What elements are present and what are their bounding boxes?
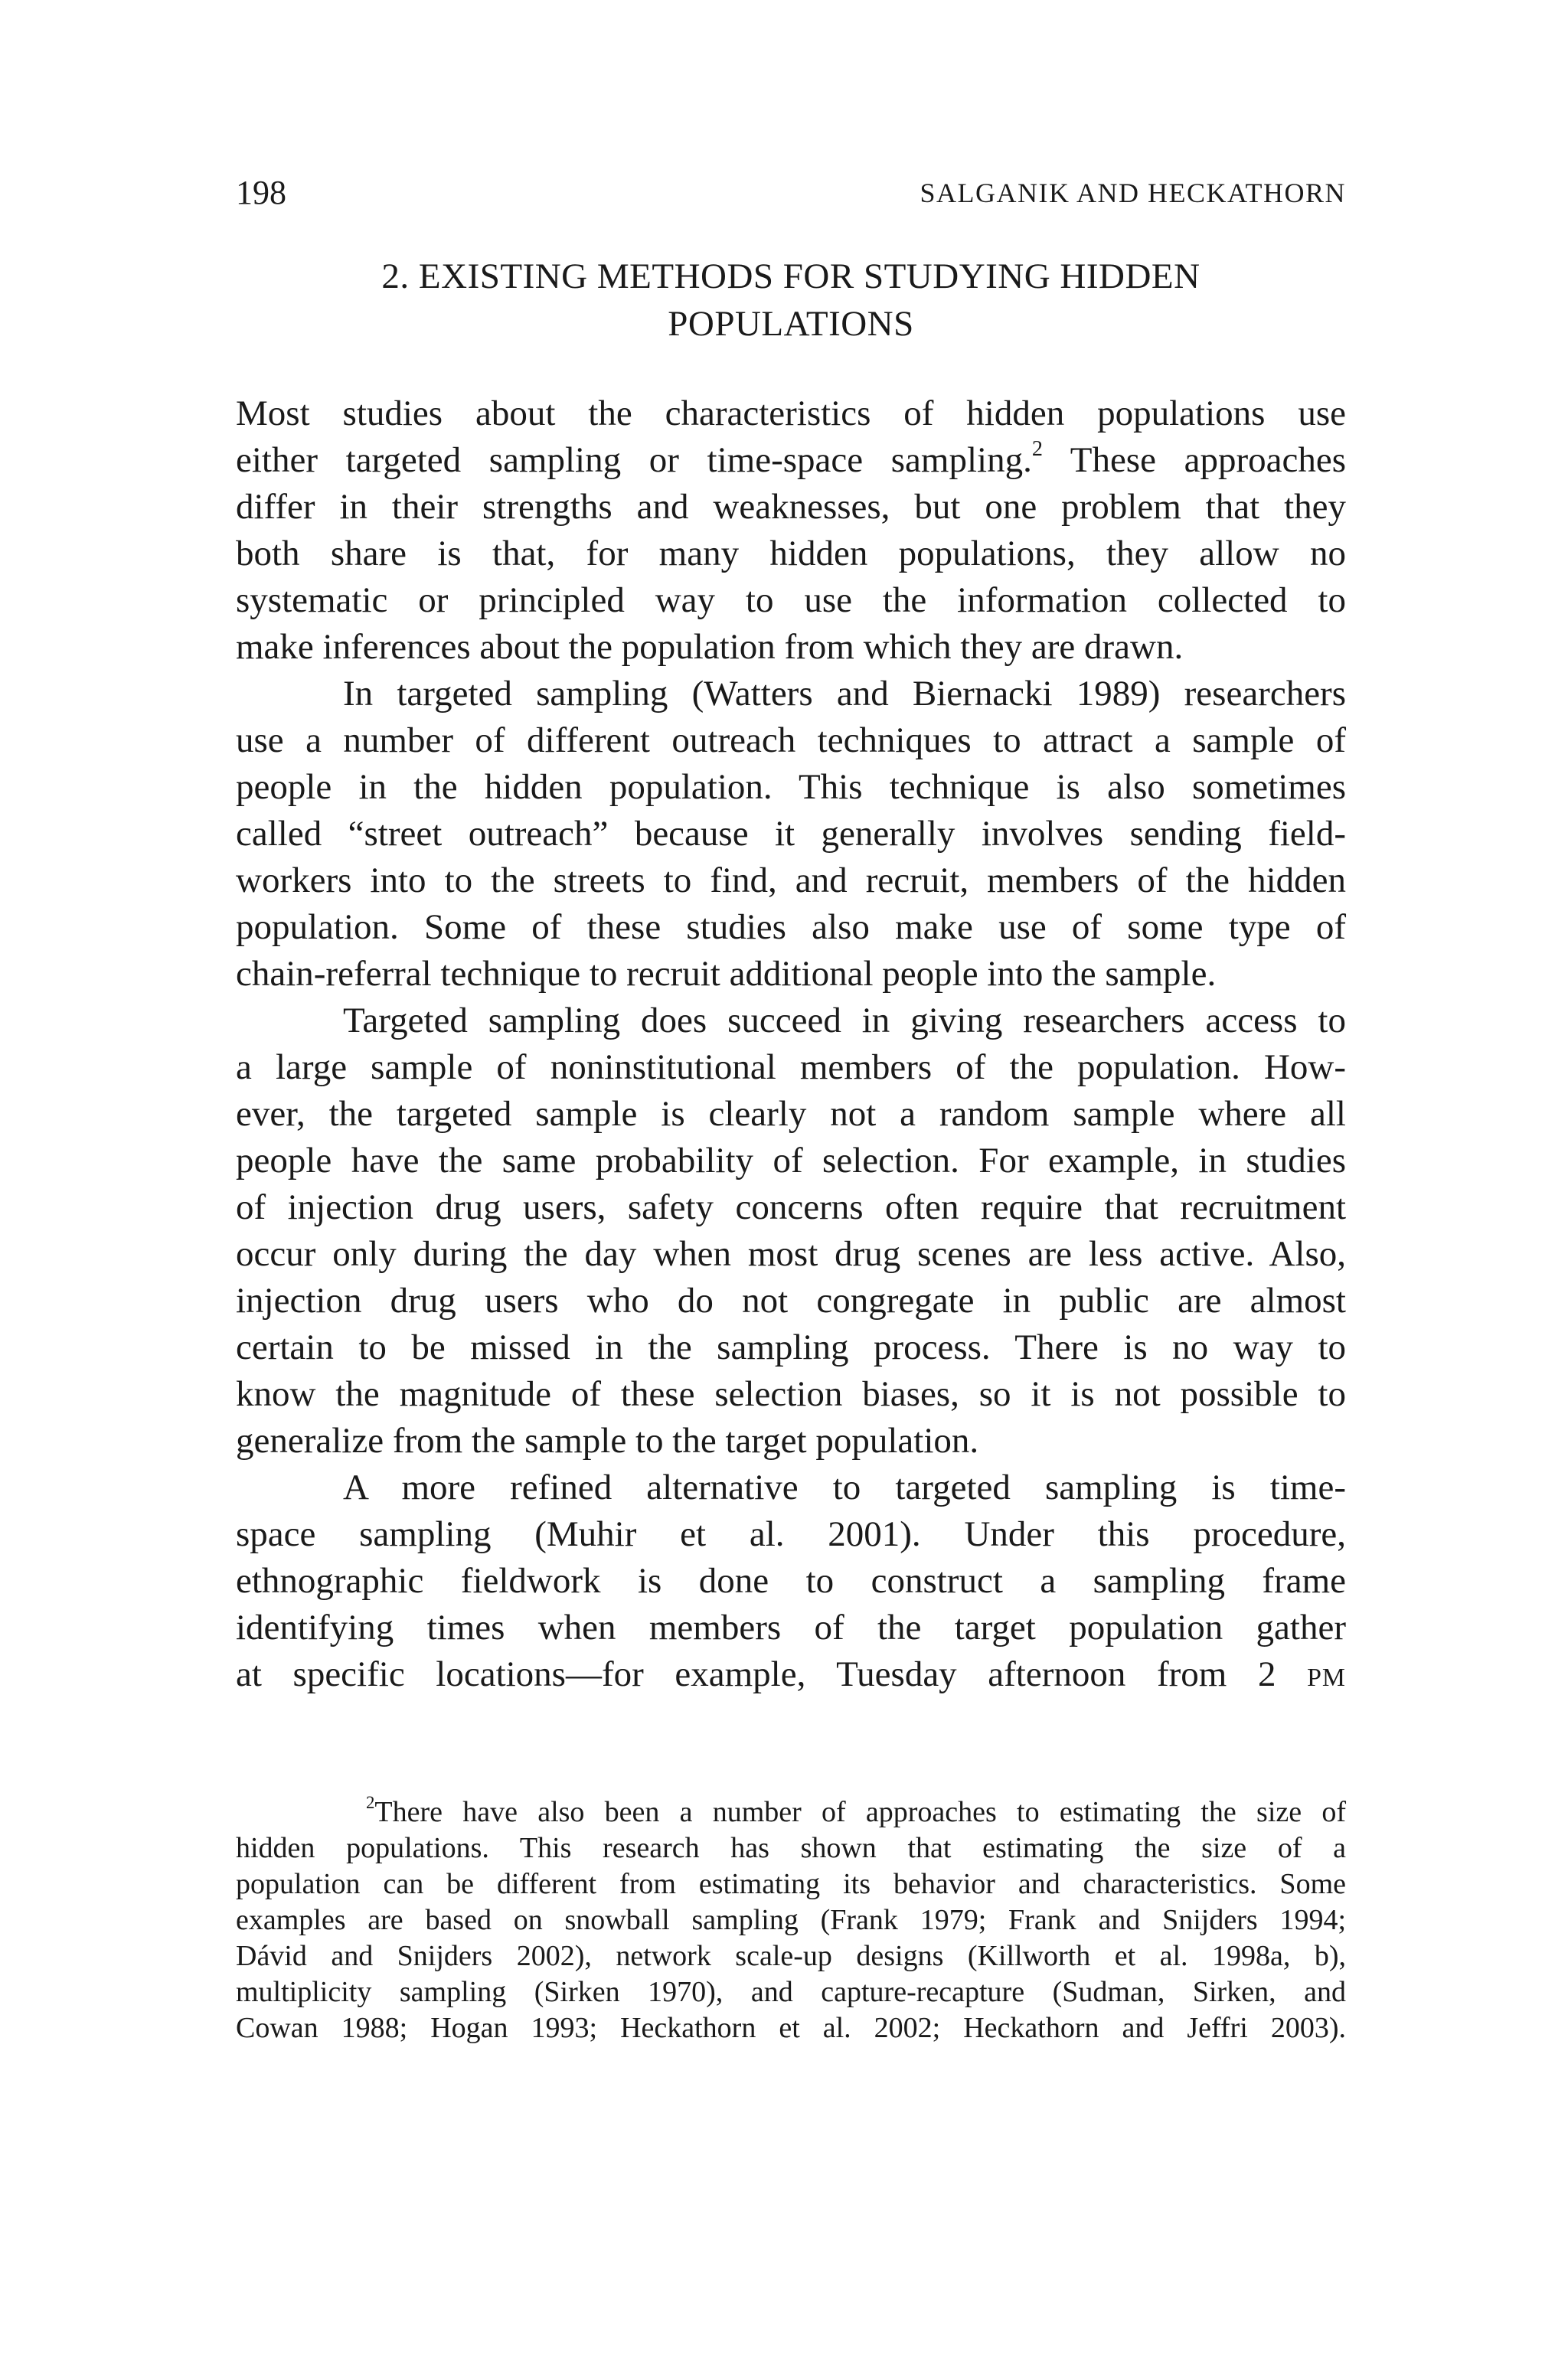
footnote-line: Cowan 1988; Hogan 1993; Heckathorn et al. 2002; Heckathorn and Jeffri 2003). bbox=[236, 2012, 1346, 2044]
text-line: know the magnitude of these selection biases, so it is not possible to bbox=[236, 1374, 1346, 1414]
paragraph-2 bbox=[236, 671, 1346, 998]
text-line: differ in their strengths and weaknesses, but one problem that they bbox=[236, 487, 1346, 527]
section-heading-line-2: POPULATIONS bbox=[668, 304, 914, 344]
text-line: A more refined alternative to targeted sampling is time- bbox=[343, 1468, 1346, 1507]
text-line: called “street outreach” because it generally involves sending field- bbox=[236, 814, 1346, 854]
text-line bbox=[236, 437, 1346, 484]
text-line: identifying times when members of the target population gather bbox=[236, 1608, 1346, 1647]
text-line: injection drug users who do not congregate in public are almost bbox=[236, 1281, 1346, 1321]
smallcaps-pm: PM bbox=[1307, 1664, 1346, 1692]
text-line: both share is that, for many hidden populations, they allow no bbox=[236, 534, 1346, 573]
paragraph-1 bbox=[236, 390, 1346, 671]
footnote-line bbox=[236, 1794, 1346, 1830]
text-line: of injection drug users, safety concerns often require that recruitment bbox=[236, 1187, 1346, 1227]
text-line: a large sample of noninstitutional members of the population. How- bbox=[236, 1047, 1346, 1087]
footnote-ref-2[interactable]: 2 bbox=[1031, 436, 1043, 461]
text-line: use a number of different outreach techniques to attract a sample of bbox=[236, 720, 1346, 760]
footnote-line: hidden populations. This research has shown that estimating the size of a bbox=[236, 1832, 1346, 1864]
section-heading bbox=[236, 253, 1346, 348]
text-line: Targeted sampling does succeed in giving researchers access to bbox=[343, 1001, 1346, 1040]
paragraph-4 bbox=[236, 1465, 1346, 1698]
text-fragment: There have also been a number of approaches to estimating the size of bbox=[374, 1796, 1346, 1828]
text-line: certain to be missed in the sampling process. There is no way to bbox=[236, 1327, 1346, 1367]
text-line: generalize from the sample to the target population. bbox=[236, 1421, 979, 1461]
text-line: Most studies about the characteristics of hidden populations use bbox=[236, 394, 1346, 433]
text-line: occur only during the day when most drug scenes are less active. Also, bbox=[236, 1234, 1346, 1274]
body-text bbox=[236, 390, 1346, 1698]
footnote-line: examples are based on snowball sampling (Frank 1979; Frank and Snijders 1994; bbox=[236, 1904, 1346, 1936]
text-line: systematic or principled way to use the information collected to bbox=[236, 580, 1346, 620]
footnote-line: population can be different from estimating its behavior and characteristics. Some bbox=[236, 1868, 1346, 1900]
section-heading-line-1: 2. EXISTING METHODS FOR STUDYING HIDDEN bbox=[381, 256, 1200, 296]
footnote-2 bbox=[236, 1794, 1346, 2046]
text-line: people in the hidden population. This technique is also sometimes bbox=[236, 767, 1346, 807]
text-line bbox=[236, 1651, 1346, 1698]
footnote-marker: 2 bbox=[366, 1792, 375, 1812]
text-line: make inferences about the population from which they are drawn. bbox=[236, 627, 1184, 667]
text-fragment: either targeted sampling or time-space sampling. bbox=[236, 440, 1032, 480]
running-title: SALGANIK AND HECKATHORN bbox=[920, 178, 1346, 208]
text-line: people have the same probability of selection. For example, in studies bbox=[236, 1141, 1346, 1180]
text-line: space sampling (Muhir et al. 2001). Under this procedure, bbox=[236, 1514, 1346, 1554]
text-line: ever, the targeted sample is clearly not a random sample where all bbox=[236, 1094, 1346, 1134]
footnote-line: Dávid and Snijders 2002), network scale-up designs (Killworth et al. 1998a, b), bbox=[236, 1940, 1346, 1972]
text-fragment: at specific locations—for example, Tuesday afternoon from 2 bbox=[236, 1654, 1276, 1694]
text-line: chain-referral technique to recruit additional people into the sample. bbox=[236, 954, 1217, 994]
paragraph-3 bbox=[236, 998, 1346, 1465]
text-fragment: These approaches bbox=[1042, 440, 1346, 480]
page-number: 198 bbox=[236, 174, 286, 211]
footnote-line: multiplicity sampling (Sirken 1970), and capture-recapture (Sudman, Sirken, and bbox=[236, 1976, 1346, 2008]
text-line: workers into to the streets to find, and recruit, members of the hidden bbox=[236, 860, 1346, 900]
text-line: In targeted sampling (Watters and Biernacki 1989) researchers bbox=[343, 674, 1346, 714]
text-line: ethnographic fieldwork is done to construct a sampling frame bbox=[236, 1561, 1346, 1601]
text-line: population. Some of these studies also make use of some type of bbox=[236, 907, 1346, 947]
running-head bbox=[236, 170, 1346, 216]
